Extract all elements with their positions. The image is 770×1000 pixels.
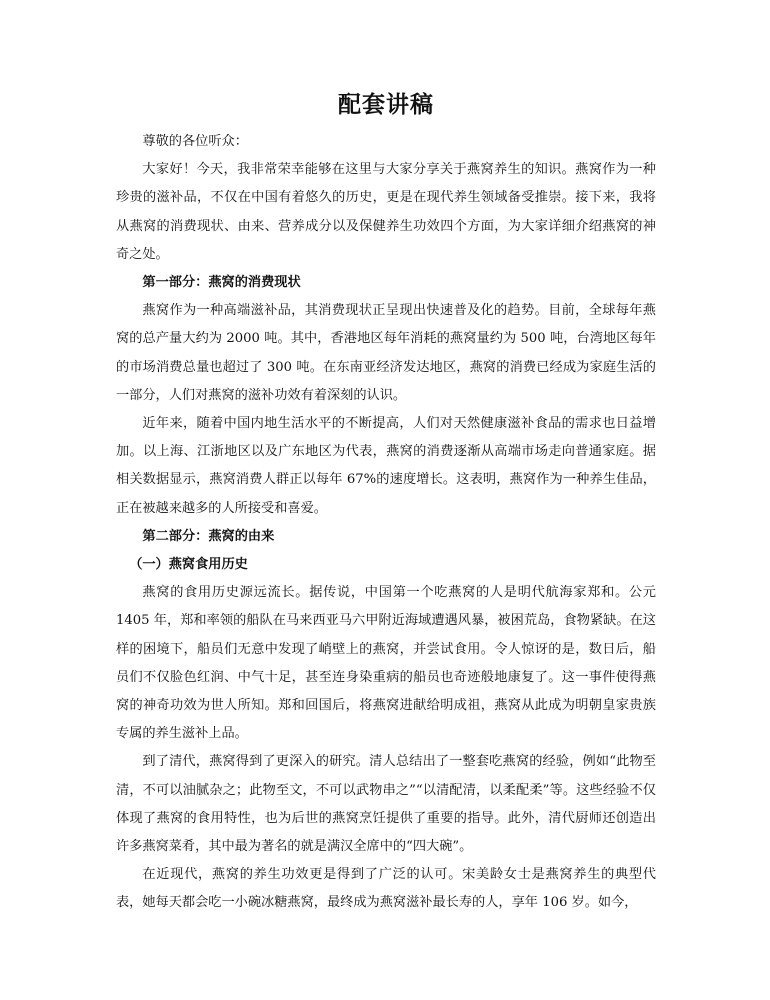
paragraph: 近年来，随着中国内地生活水平的不断提高，人们对天然健康滋补食品的需求也日益增加。以上海、江浙地区以及广东地区为代表，燕窝的消费逐渐从高端市场走向普通家庭。据相关数据显示，燕窝消费人群正以每年 67%的速度增长。这表明，燕窝作为一种养生佳品，正在被越来越多的人所接受和喜爱。 xyxy=(116,416,656,516)
section-heading-consumption: 第一部分：燕窝的消费现状 xyxy=(142,275,301,291)
paragraph: 到了清代，燕窝得到了更深入的研究。清人总结出了一整套吃燕窝的经验，例如“此物至清，不可以油腻杂之；此物至文，不可以武物串之”“以清配清，以柔配柔”等。这些经验不仅体现了燕窝的食用特性，也为后世的燕窝烹饪提供了重要的指导。此外，清代厨师还创造出许多燕窝菜肴，其中最为著名的就是满汉全席中的“四大碗”。 xyxy=(116,754,656,855)
subsection-heading-history: （一）燕窝食用历史 xyxy=(129,557,248,573)
intro-paragraph: 大家好！今天，我非常荣幸能够在这里与大家分享关于燕窝养生的知识。燕窝作为一种珍贵的滋补品，不仅在中国有着悠久的历史，更是在现代养生领域备受推崇。接下来，我将从燕窝的消费现状、由来、营养成分以及保健养生功效四个方面，为大家详细介绍燕窝的神奇之处。 xyxy=(116,162,656,262)
paragraph: 燕窝作为一种高端滋补品，其消费现状正呈现出快速普及化的趋势。目前，全球每年燕窝的总产量大约为 2000 吨。其中，香港地区每年消耗的燕窝量约为 500 吨，台湾地区每年的市场消费总量也超过了 300 吨。在东南亚经济发达地区，燕窝的消费已经成为家庭生活的一部分，人们对燕窝的滋补功效有着深刻的认识。 xyxy=(116,303,656,403)
paragraph: 在近现代，燕窝的养生功效更是得到了广泛的认可。宋美龄女士是燕窝养生的典型代表，她每天都会吃一小碗冰糖燕窝，最终成为燕窝滋补最长寿的人，享年 106 岁。如今， xyxy=(116,867,656,911)
page-title: 配套讲稿 xyxy=(338,91,434,118)
section-heading-origin: 第二部分：燕窝的由来 xyxy=(142,528,275,544)
salutation: 尊敬的各位听众： xyxy=(142,134,248,149)
paragraph: 燕窝的食用历史源远流长。据传说，中国第一个吃燕窝的人是明代航海家郑和。公元 1405 年，郑和率领的船队在马来西亚马六甲附近海域遭遇风暴，被困荒岛，食物紧缺。在这样的困境下，船员们无意中发现了峭壁上的燕窝，并尝试食用。令人惊讶的是，数日后，船员们不仅脸色红润、中气十足，甚至连身染重病的船员也奇迹般地康复了。这一事件使得燕窝的神奇功效为世人所知。郑和回国后，将燕窝进献给明成祖，燕窝从此成为明朝皇家贵族专属的养生滋补上品。 xyxy=(116,585,656,742)
document-page xyxy=(116,86,656,918)
